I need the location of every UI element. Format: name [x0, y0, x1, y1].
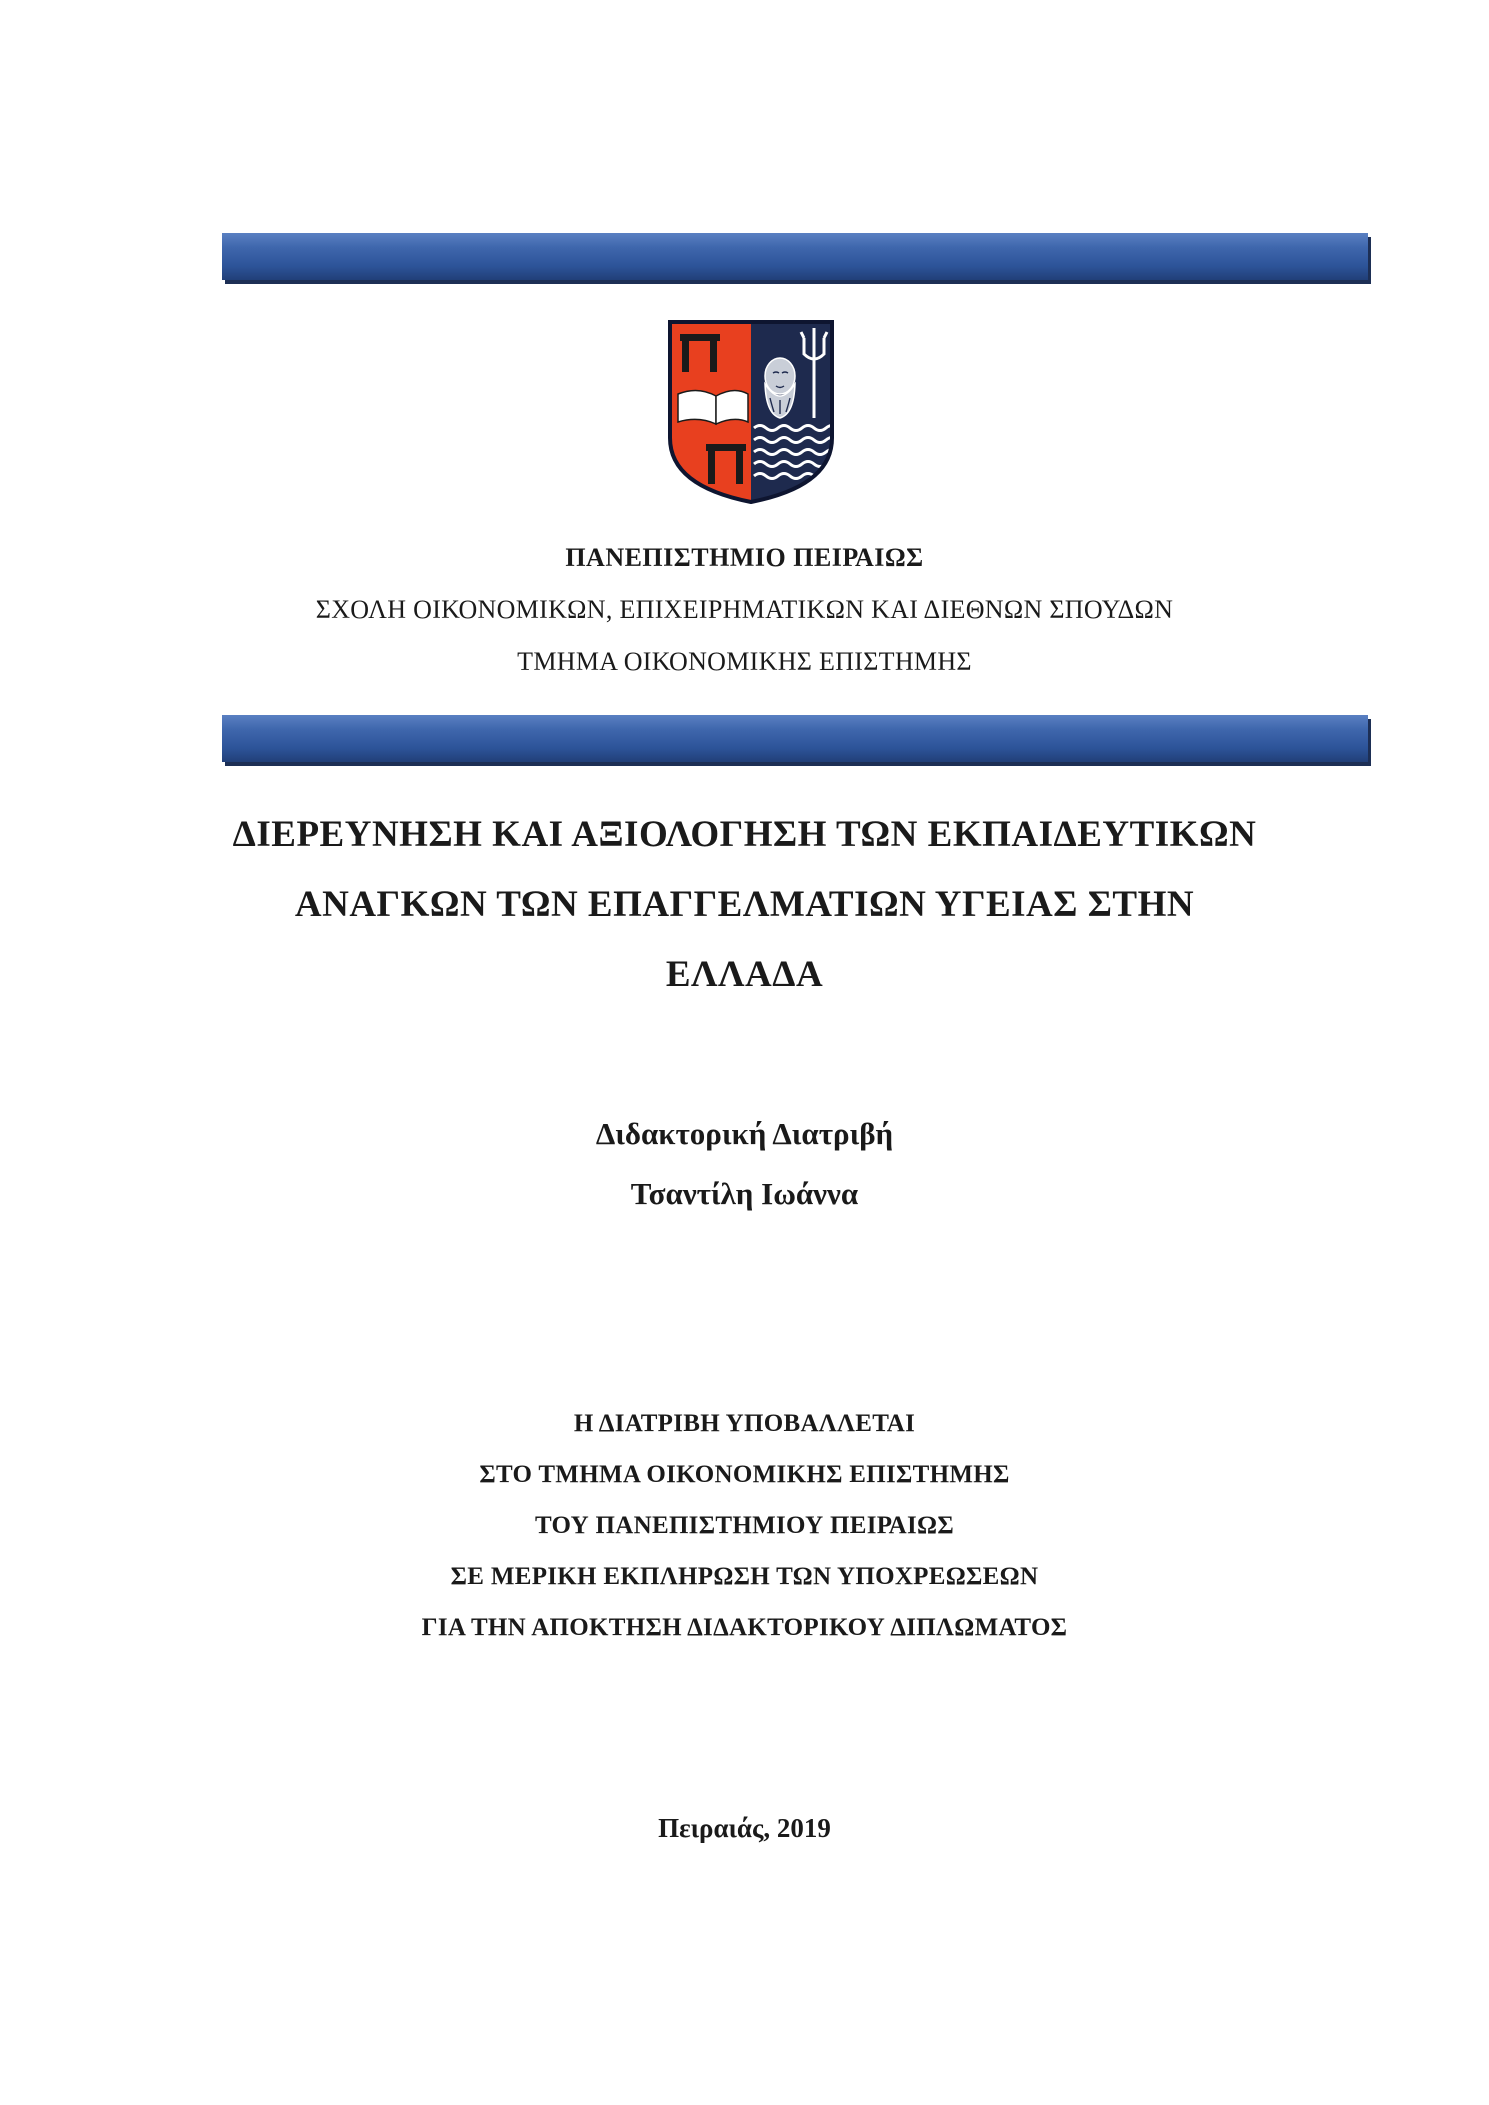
- submission-line: ΣΤΟ ΤΜΗΜΑ ΟΙΚΟΝΟΜΙΚΗΣ ΕΠΙΣΤΗΜΗΣ: [479, 1461, 1010, 1488]
- thesis-title: [0, 800, 1489, 1010]
- top-decorative-band: [222, 233, 1368, 280]
- submission-line: ΓΙΑ ΤΗΝ ΑΠΟΚΤΗΣΗ ΔΙΔΑΚΤΟΡΙΚΟΥ ΔΙΠΛΩΜΑΤΟΣ: [421, 1614, 1068, 1641]
- author-name: Τσαντίλη Ιωάννα: [630, 1176, 859, 1211]
- university-name: ΠΑΝΕΠΙΣΤΗΜΙΟ ΠΕΙΡΑΙΩΣ: [565, 543, 924, 572]
- thesis-title-line: ΔΙΕΡΕΥΝΗΣΗ ΚΑΙ ΑΞΙΟΛΟΓΗΣΗ ΤΩΝ ΕΚΠΑΙΔΕΥΤΙΚΩΝ: [232, 814, 1257, 855]
- department-name: ΤΜΗΜΑ ΟΙΚΟΝΟΜΙΚΗΣ ΕΠΙΣΤΗΜΗΣ: [517, 647, 972, 676]
- thesis-title-line: ΕΛΛΑΔΑ: [665, 954, 824, 995]
- middle-decorative-band: [222, 715, 1368, 762]
- document-type: Διδακτορική Διατριβή: [595, 1116, 894, 1151]
- submission-line: Η ΔΙΑΤΡΙΒΗ ΥΠΟΒΑΛΛΕΤΑΙ: [573, 1410, 916, 1437]
- university-crest-icon: [666, 318, 836, 506]
- school-name: ΣΧΟΛΗ ΟΙΚΟΝΟΜΙΚΩΝ, ΕΠΙΧΕΙΡΗΜΑΤΙΚΩΝ ΚΑΙ ΔΙΕΘΝΩΝ ΣΠΟΥΔΩΝ: [315, 595, 1174, 624]
- submission-statement: [0, 1398, 1489, 1653]
- thesis-title-line: ΑΝΑΓΚΩΝ ΤΩΝ ΕΠΑΓΓΕΛΜΑΤΙΩΝ ΥΓΕΙΑΣ ΣΤΗΝ: [294, 884, 1195, 925]
- submission-line: ΤΟΥ ΠΑΝΕΠΙΣΤΗΜΙΟΥ ΠΕΙΡΑΙΩΣ: [534, 1512, 955, 1539]
- submission-line: ΣΕ ΜΕΡΙΚΗ ΕΚΠΛΗΡΩΣΗ ΤΩΝ ΥΠΟΧΡΕΩΣΕΩΝ: [450, 1563, 1039, 1590]
- place-and-date: Πειραιάς, 2019: [658, 1813, 831, 1843]
